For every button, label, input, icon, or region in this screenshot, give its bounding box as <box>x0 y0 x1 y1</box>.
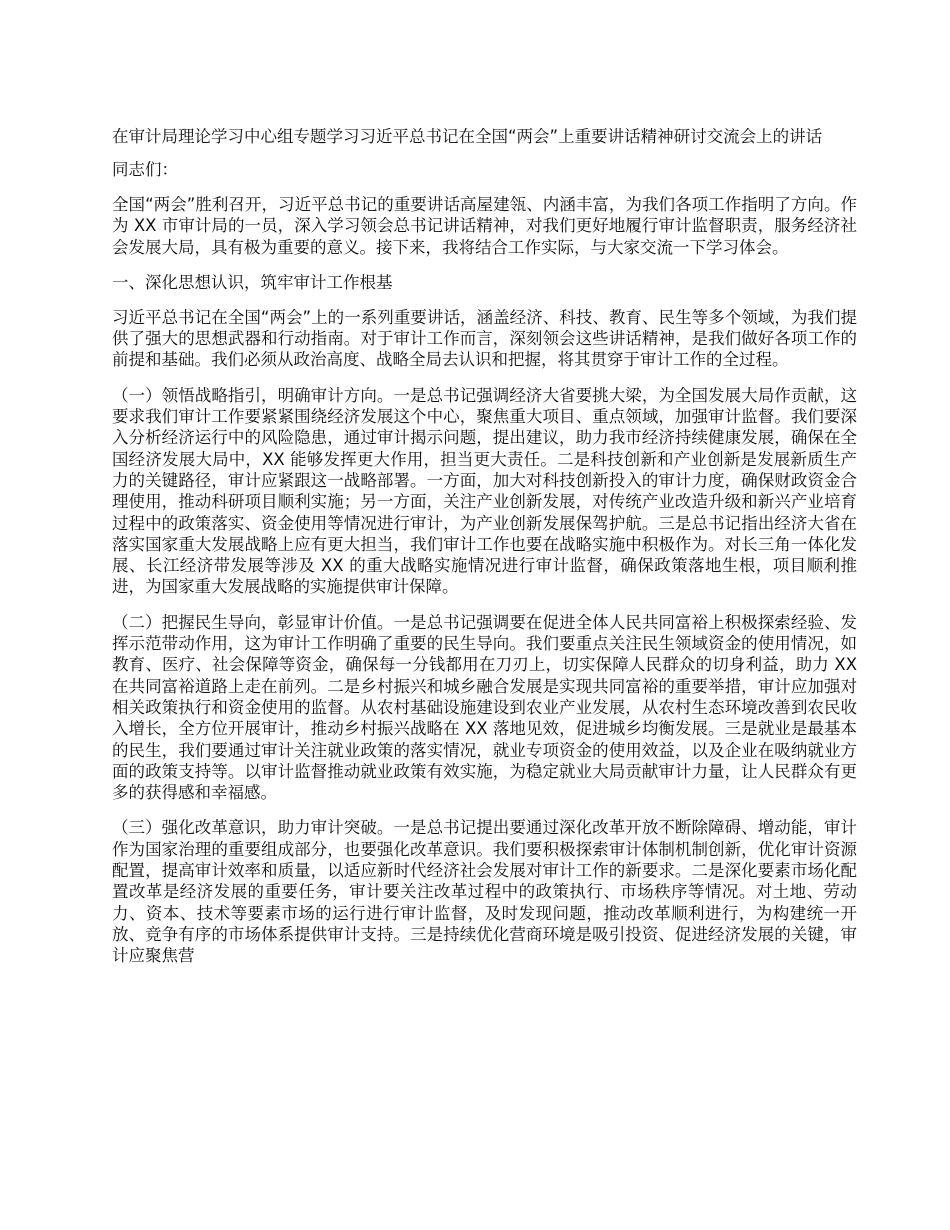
point-2-paragraph: （二）把握民生导向，彰显审计价值。一是总书记强调要在促进全体人民共同富裕上积极探索经验、发挥示范带动作用，这为审计工作明确了重要的民生导向。我们要重点关注民生领域资金的使用情况，如教育、医疗、社会保障等资金，确保每一分钱都用在刀刃上，切实保障人民群众的切身利益，助力 XX 在共同富裕道路上走在前列。二是乡村振兴和城乡融合发展是实现共同富裕的重要举措，审计应加强对相关政策执行和资金使用的监督。从农村基础设施建设到农业产业发展，从农村生态环境改善到农民收入增长，全方位开展审计，推动乡村振兴战略在 XX 落地见效，促进城乡均衡发展。三是就业是最基本的民生，我们要通过审计关注就业政策的落实情况，就业专项资金的使用效益，以及企业在吸纳就业方面的政策支持等。以审计监督推动就业政策有效实施，为稳定就业大局贡献审计力量，让人民群众有更多的获得感和幸福感。 <box>112 612 857 803</box>
salutation: 同志们： <box>112 160 178 179</box>
section-1-paragraph: 习近平总书记在全国“两会”上的一系列重要讲话，涵盖经济、科技、教育、民生等多个领域，为我们提供了强大的思想武器和行动指南。对于审计工作而言，深刻领会这些讲话精神，是我们做好各项工作的前提和基础。我们必须从政治高度、战略全局去认识和把握，将其贯穿于审计工作的全过程。 <box>112 307 857 370</box>
document-title: 在审计局理论学习中心组专题学习习近平总书记在全国“两会”上重要讲话精神研讨交流会上的讲话 <box>112 127 823 146</box>
section-1-heading: 一、深化思想认识，筑牢审计工作根基 <box>112 272 393 292</box>
intro-paragraph: 全国“两会”胜利召开，习近平总书记的重要讲话高屋建瓴、内涵丰富，为我们各项工作指明了方向。作为 XX 市审计局的一员，深入学习领会总书记讲话精神，对我们更好地履行审计监督职责，服务经济社会发展大局，具有极为重要的意义。接下来，我将结合工作实际，与大家交流一下学习体会。 <box>112 195 857 257</box>
point-1-paragraph: （一）领悟战略指引，明确审计方向。一是总书记强调经济大省要挑大梁，为全国发展大局作贡献，这要求我们审计工作要紧紧围绕经济发展这个中心，聚焦重大项目、重点领域，加强审计监督。我们要深入分析经济运行中的风险隐患，通过审计揭示问题，提出建议，助力我市经济持续健康发展，确保在全国经济发展大局中，XX 能够发挥更大作用，担当更大责任。二是科技创新和产业创新是发展新质生产力的关键路径，审计应紧跟这一战略部署。一方面，加大对科技创新投入的审计力度，确保财政资金合理使用，推动科研项目顺利实施；另一方面，关注产业创新发展，对传统产业改造升级和新兴产业培育过程中的政策落实、资金使用等情况进行审计，为产业创新发展保驾护航。三是总书记指出经济大省在落实国家重大发展战略上应有更大担当，我们审计工作也要在战略实施中积极作为。对长三角一体化发展、长江经济带发展等涉及 XX 的重大战略实施情况进行审计监督，确保政策落地生根，项目顺利推进，为国家重大发展战略的实施提供审计保障。 <box>112 385 857 597</box>
document-page <box>112 126 857 981</box>
point-3-paragraph: （三）强化改革意识，助力审计突破。一是总书记提出要通过深化改革开放不断除障碍、增动能，审计作为国家治理的重要组成部分，也要强化改革意识。我们要积极探索审计体制机制创新，优化审计资源配置，提高审计效率和质量，以适应新时代经济社会发展对审计工作的新要求。二是深化要素市场化配置改革是经济发展的重要任务，审计要关注改革过程中的政策执行、市场秩序等情况。对土地、劳动力、资本、技术等要素市场的运行进行审计监督，及时发现问题，推动改革顺利进行，为构建统一开放、竞争有序的市场体系提供审计支持。三是持续优化营商环境是吸引投资、促进经济发展的关键，审计应聚焦营 <box>112 818 857 966</box>
